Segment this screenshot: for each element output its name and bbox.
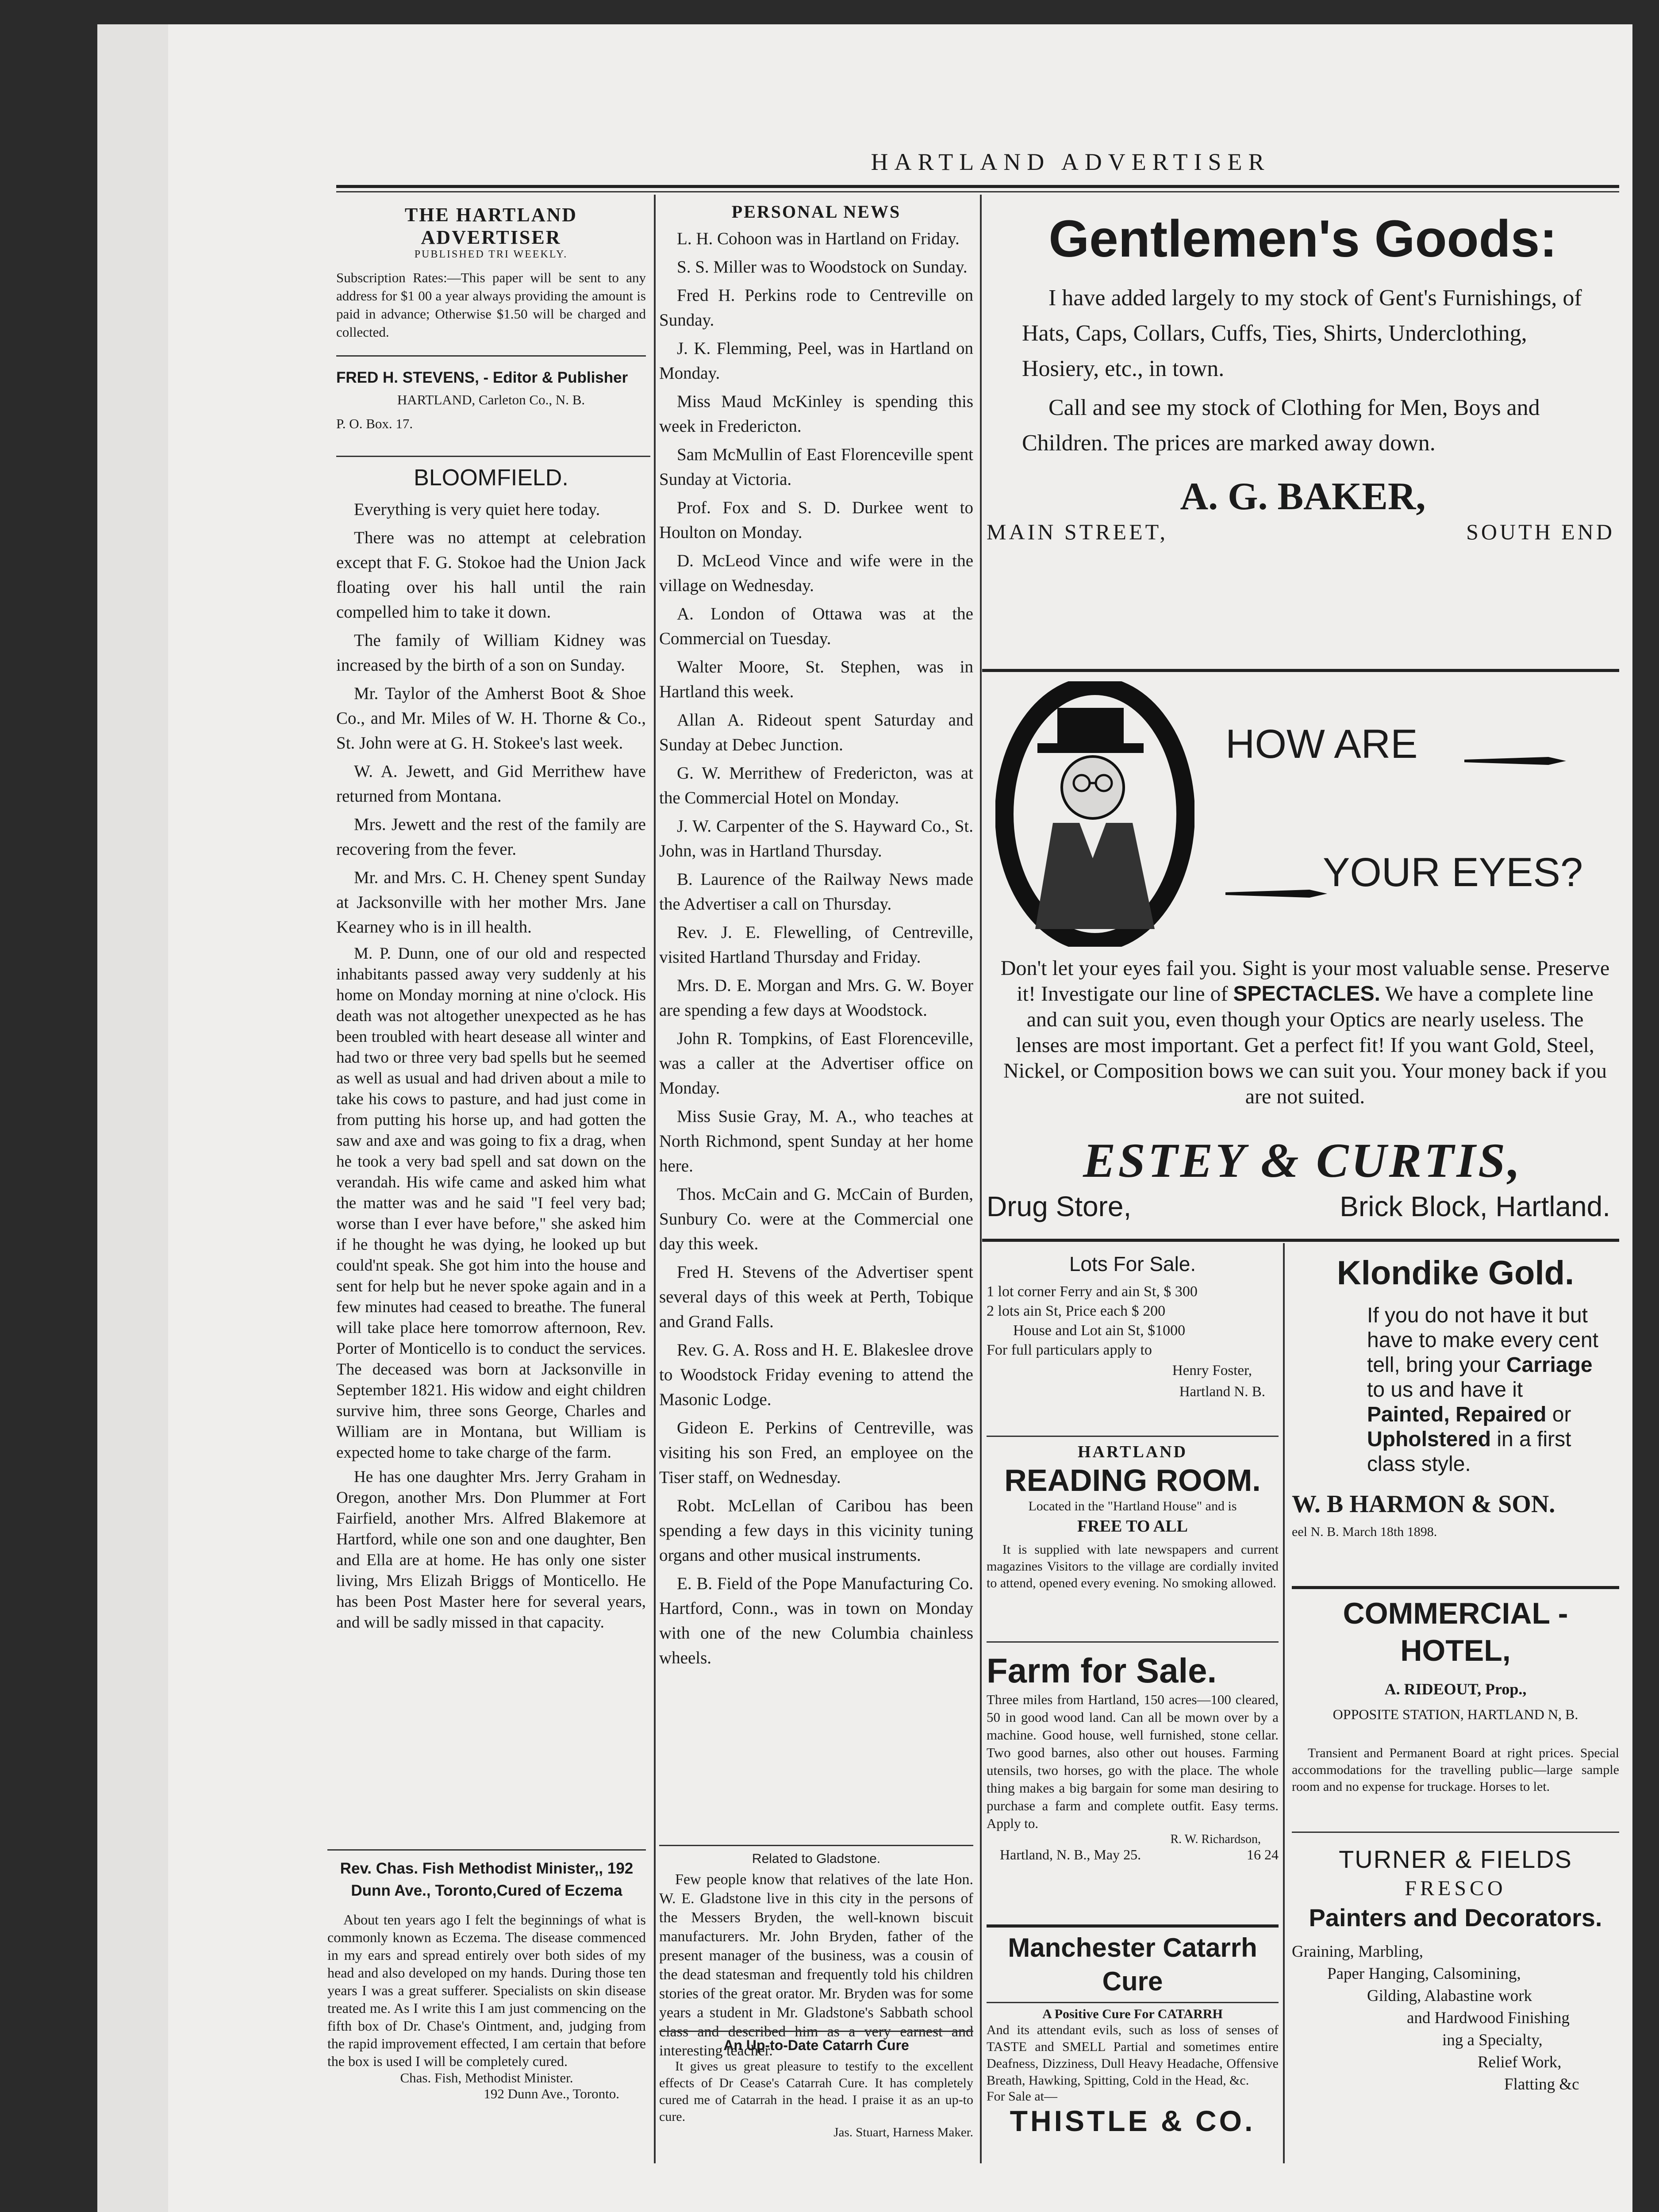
column-rule-3 xyxy=(1283,1243,1285,2163)
turner-heading: TURNER & FIELDS xyxy=(1339,1845,1572,1873)
bloomfield-paragraph: M. P. Dunn, one of our old and respected inhabitants passed away very suddenly at his home on Monday morning at nine o'clock. His death was not altogether unexpected as he has been troubled with heart desease all winter and had two or three very bad spells but he seemed as well as usual and had driven about a mile to take his cows to pasture, and had just come in from putting his horse up, and had gotten the saw and axe and was going to fix a drag, when he took a very bad spell and sat down on the verandah. His wife came and asked him what the matter was and he said "I feel very bad; worse than I ever have before," she asked him if he thought he was dying, he looked up but could'nt speak. She got him into the house and sent for help but he never spoke again and in a few minutes had ceased to breathe. The funeral will take place here tomorrow afternoon, Rev. Porter of Monticello is to conduct the services. The deceased was born at Jacksonville in September 1821. His widow and eight children survive him, three sons George, Charles and William are in Montana, but William is expected home to take charge of the farm. xyxy=(336,945,646,1462)
catarrh-body: It gives us great pleasure to testify to the excellent effects of Dr Cease's Catarrah Cure. It has completely cured me of Catarrah in the head. I praise it as an up-to cure. xyxy=(659,2059,973,2124)
subscription-rates: Subscription Rates:—This paper will be sent to any address for $1 00 a year always providing the amount is paid in advance; Otherwise $1.50 will be charged and collected. xyxy=(336,270,646,340)
eyes-body xyxy=(1000,956,1610,1110)
masthead: HARTLAND ADVERTISER xyxy=(871,149,1271,175)
spectacled-man-illustration xyxy=(995,681,1194,947)
farm-heading: Farm for Sale. xyxy=(987,1651,1217,1690)
rule xyxy=(987,2002,1279,2003)
hotel-opposite: OPPOSITE STATION, HARTLAND N, B. xyxy=(1333,1706,1578,1722)
bloomfield-paragraph: The family of William Kidney was increased by the birth of a son on Sunday. xyxy=(336,631,646,675)
personal-item: S. S. Miller was to Woodstock on Sunday. xyxy=(677,257,968,276)
rule xyxy=(659,1845,973,1846)
lots-signature: Henry Foster, xyxy=(1172,1363,1252,1379)
eyes-line-2: YOUR EYES? xyxy=(1323,850,1583,895)
publisher-box xyxy=(336,204,646,432)
column-rule-2 xyxy=(980,195,982,2163)
personal-item: Walter Moore, St. Stephen, was in Hartland this week. xyxy=(659,657,973,701)
gladstone-heading: Related to Gladstone. xyxy=(752,1851,881,1866)
manchester-sub: A Positive Cure For CATARRH xyxy=(1042,2007,1223,2021)
klondike-upholstered: Upholstered xyxy=(1367,1428,1491,1451)
klondike-body xyxy=(1367,1303,1610,1477)
lots-ad xyxy=(987,1252,1279,1402)
turner-fresco: FRESCO xyxy=(1405,1877,1506,1900)
lots-heading: Lots For Sale. xyxy=(1069,1252,1196,1275)
arrow-right-icon xyxy=(1464,754,1566,768)
reading-location: Located in the "Hartland House" and is xyxy=(1028,1499,1237,1513)
manchester-sale: For Sale at— xyxy=(987,2089,1057,2104)
farm-footer xyxy=(987,1847,1279,1866)
turner-line: and Hardwood Finishing xyxy=(1407,2009,1570,2027)
eczema-article xyxy=(327,1849,646,2102)
farm-ad xyxy=(987,1650,1279,1866)
bloomfield-paragraph: W. A. Jewett, and Gid Merrithew have returned from Montana. xyxy=(336,762,646,806)
personal-item: Fred H. Stevens of the Advertiser spent several days of this week at Perth, Tobique and Grand Falls. xyxy=(659,1263,973,1331)
bloomfield-paragraph: Everything is very quiet here today. xyxy=(354,500,600,519)
rule xyxy=(659,2031,973,2032)
turner-ad xyxy=(1292,1845,1619,2096)
personal-item: J. W. Carpenter of the S. Hayward Co., St. John, was in Hartland Thursday. xyxy=(659,817,973,860)
rule xyxy=(336,355,646,357)
eczema-address: 192 Dunn Ave., Toronto. xyxy=(484,2086,619,2101)
gladstone-article xyxy=(659,1845,973,2060)
bloomfield-heading: BLOOMFIELD. xyxy=(414,465,568,491)
personal-item: Miss Maud McKinley is spending this week in Fredericton. xyxy=(659,392,973,436)
reading-top: HARTLAND xyxy=(1077,1443,1188,1461)
eyes-body-b: We have a complete line and can suit you, even though your Optics are nearly useless. The lenses are most important. Get a perfect fit! If you want Gold, Steel, Nickel, or Composition bows we can suit you. Your money back if you are not suited. xyxy=(1003,982,1607,1108)
gents-goods-ad xyxy=(987,208,1619,545)
eczema-body: About ten years ago I felt the beginnings of what is commonly known as Eczema. The disease commenced in my ears and spread entirely over both sides of my head and also developed on my hands. During those ten years I was a great sufferer. Specialists on skin disease treated me. As I write this I am just commencing on the fifth box of Dr. Chase's Ointment, and, judging from the rapid improvement effected, I am certain that before the box is used I will be completely cured. xyxy=(327,1912,646,2069)
klondike-rule xyxy=(1292,1586,1619,1589)
personal-item: D. McLeod Vince and wife were in the village on Wednesday. xyxy=(659,551,973,595)
personal-item: L. H. Cohoon was in Hartland on Friday. xyxy=(677,229,960,248)
reading-free: FREE TO ALL xyxy=(1077,1517,1188,1536)
personal-item: Thos. McCain and G. McCain of Burden, Sunbury Co. were at the Commercial one day this week. xyxy=(659,1185,973,1253)
column-rule-1 xyxy=(654,195,656,2163)
farm-signature: R. W. Richardson, xyxy=(1170,1832,1261,1846)
bloomfield-article xyxy=(336,465,646,1636)
personal-item: Allan A. Rideout spent Saturday and Sunday at Debec Junction. xyxy=(659,710,973,754)
masthead-rule-thin xyxy=(336,191,1619,192)
bloomfield-paragraph: Mr. Taylor of the Amherst Boot & Shoe Co., and Mr. Miles of W. H. Thorne & Co., St. John were at G. H. Stokee's last week. xyxy=(336,684,646,753)
eczema-signature: Chas. Fish, Methodist Minister. xyxy=(400,2070,573,2085)
estey-curtis: ESTEY & CURTIS, xyxy=(1083,1133,1523,1187)
hotel-heading: COMMERCIAL - HOTEL, xyxy=(1343,1597,1568,1667)
klondike-heading: Klondike Gold. xyxy=(1336,1254,1575,1292)
publisher-subtitle: PUBLISHED TRI WEEKLY. xyxy=(414,249,568,260)
hotel-rule xyxy=(1292,1832,1619,1833)
personal-item: Fred H. Perkins rode to Centreville on Sunday. xyxy=(659,286,973,330)
personal-item: Mrs. D. E. Morgan and Mrs. G. W. Boyer are spending a few days at Woodstock. xyxy=(659,976,973,1020)
catarrh-signature: Jas. Stuart, Harness Maker. xyxy=(833,2125,973,2139)
farm-rule xyxy=(987,1924,1279,1928)
personal-item: Rev. J. E. Flewelling, of Centreville, visited Hartland Thursday and Friday. xyxy=(659,923,973,967)
thistle-co: THISTLE & CO. xyxy=(1010,2104,1256,2137)
personal-item: A. London of Ottawa was at the Commercial on Tuesday. xyxy=(659,604,973,648)
hotel-ad xyxy=(1292,1595,1619,1795)
lots-rule xyxy=(987,1436,1279,1437)
rule-publisher-bottom xyxy=(336,456,650,457)
turner-line: ing a Specialty, xyxy=(1442,2031,1543,2049)
personal-item: B. Laurence of the Railway News made the Advertiser a call on Thursday. xyxy=(659,870,973,914)
manchester-body: And its attendant evils, such as loss of senses of TASTE and SMELL Partial and sometimes entire Deafness, Dizziness, Dull Heavy Headache, Offensive Breath, Hawking, Spitting, Cold in the Head, &c. xyxy=(987,2023,1279,2088)
turner-line: Gilding, Alabastine work xyxy=(1367,1987,1532,2005)
lots-line: For full particulars apply to xyxy=(987,1342,1152,1358)
turner-line: Flatting &c xyxy=(1504,2075,1579,2093)
publisher-address: HARTLAND, Carleton Co., N. B. xyxy=(397,392,585,407)
catarrh-article xyxy=(659,2031,973,2140)
hotel-body: Transient and Permanent Board at right prices. Special accommodations for the travelling public—large sample room and no expense for truckage. Horses to let. xyxy=(1292,1746,1619,1794)
gladstone-body: Few people know that relatives of the late Hon. W. E. Gladstone live in this city in the persons of the Messers Bryden, the well-known biscuit manufacturers. Mr. John Bryden, father of the present manager of the business, was a cousin of the dead statesman and frequently told his children stories of the great orator. Mr. Bryden was for some years a student in Mr. Gladstone's Sabbath school class and described him as a very earnest and interesting teacher. xyxy=(659,1871,973,2059)
personal-item: Sam McMullin of East Florenceville spent Sunday at Victoria. xyxy=(659,445,973,489)
arrow-right-icon xyxy=(1225,887,1327,900)
personal-item: John R. Tompkins, of East Florenceville, was a caller at the Advertiser office on Monday. xyxy=(659,1029,973,1098)
catarrh-heading: An Up-to-Date Catarrh Cure xyxy=(723,2037,909,2053)
bloomfield-paragraph: He has one daughter Mrs. Jerry Graham in Oregon, another Mrs. Don Plummer at Fort Fairfield, another Mrs. Alfred Blakemore at Hartford, while one son and one daughter, Ben and Ella are at home. He has only one sister living, Mrs Elizah Briggs of Monticello. He has been Post Master here for several years, and will be sadly missed in that capacity. xyxy=(336,1468,646,1632)
personal-heading: PERSONAL NEWS xyxy=(731,202,901,222)
gents-address-row xyxy=(987,519,1619,545)
turner-line: Relief Work, xyxy=(1478,2053,1562,2071)
klondike-ad xyxy=(1292,1252,1619,1540)
turner-painters: Painters and Decorators. xyxy=(1309,1904,1602,1932)
klondike-text-d: in a first class style. xyxy=(1367,1428,1571,1476)
eyes-spectacles: SPECTACLES. xyxy=(1233,982,1380,1006)
personal-item: J. K. Flemming, Peel, was in Hartland on Monday. xyxy=(659,339,973,383)
lots-line: 2 lots ain St, Price each $ 200 xyxy=(987,1303,1166,1319)
personal-item: Prof. Fox and S. D. Durkee went to Houlton on Monday. xyxy=(659,498,973,542)
gents-street: MAIN STREET, xyxy=(987,519,1168,544)
publisher-title: THE HARTLAND ADVERTISER xyxy=(404,204,578,248)
klondike-text-b: to us and have it xyxy=(1367,1378,1523,1402)
eyes-bottom-rule xyxy=(982,1239,1619,1242)
harmon-date: eel N. B. March 18th 1898. xyxy=(1292,1525,1437,1539)
reading-room-ad xyxy=(987,1442,1279,1592)
personal-item: Gideon E. Perkins of Centreville, was visiting his son Fred, an employee on the Tiser staff, on Wednesday. xyxy=(659,1418,973,1487)
reading-body: It is supplied with late newspapers and current magazines Visitors to the village are cordially invited to attend, opened every evening. No smoking allowed. xyxy=(987,1542,1279,1590)
gents-text-2: Call and see my stock of Clothing for Men, Boys and Children. The prices are marked away down. xyxy=(1022,395,1540,456)
klondike-text-a: If you do not have it but have to make every cent tell, bring your xyxy=(1367,1304,1598,1377)
bloomfield-paragraph: There was no attempt at celebration except that F. G. Stokoe had the Union Jack floating over his hall until the rain compelled him to take it down. xyxy=(336,528,646,622)
pobox: P. O. Box. 17. xyxy=(336,416,413,431)
bloomfield-paragraph: Mrs. Jewett and the rest of the family are recovering from the fever. xyxy=(336,815,646,859)
manchester-heading: Manchester Catarrh Cure xyxy=(1008,1933,1257,1996)
personal-item: Miss Susie Gray, M. A., who teaches at North Richmond, spent Sunday at her home here. xyxy=(659,1107,973,1175)
eyes-body-a: Don't let your eyes fail you. Sight is your most valuable sense. Preserve it! Investigate our line of xyxy=(1000,956,1610,1006)
eyes-line-1: HOW ARE xyxy=(1225,722,1418,767)
klondike-painted: Painted, Repaired xyxy=(1367,1403,1547,1426)
klondike-text-c: or xyxy=(1552,1403,1571,1426)
reading-rule xyxy=(987,1641,1279,1643)
eczema-heading: Rev. Chas. Fish Methodist Minister,, 192 Dunn Ave., Toronto,Cured of Eczema xyxy=(340,1860,634,1899)
turner-line: Graining, Marbling, xyxy=(1292,1943,1423,1961)
gents-text-1: I have added largely to my stock of Gent's Furnishings, of Hats, Caps, Collars, Cuffs, Ties, Shirts, Underclothing, Hosiery, etc., in town. xyxy=(1022,285,1582,381)
gents-bottom-rule xyxy=(982,669,1619,672)
lots-signature-place: Hartland N. B. xyxy=(1179,1384,1265,1400)
farm-date: Hartland, N. B., May 25. xyxy=(1000,1847,1141,1863)
personal-item: E. B. Field of the Pope Manufacturing Co. Hartford, Conn., was in town on Monday with one of the new Columbia chainless wheels. xyxy=(659,1574,973,1667)
klondike-carriage: Carriage xyxy=(1506,1353,1593,1377)
manchester-ad xyxy=(987,1931,1279,2138)
reading-heading: READING ROOM. xyxy=(1004,1463,1261,1498)
lots-line: 1 lot corner Ferry and ain St, $ 300 xyxy=(987,1283,1198,1300)
drug-store: Drug Store, xyxy=(987,1190,1132,1222)
farm-code: 16 24 xyxy=(1247,1847,1279,1863)
turner-line: Paper Hanging, Calsomining, xyxy=(1327,1965,1521,1983)
hotel-proprietor: A. RIDEOUT, Prop., xyxy=(1384,1680,1527,1698)
gents-name: A. G. BAKER, xyxy=(1180,475,1426,518)
gents-heading: Gentlemen's Goods: xyxy=(1048,210,1557,268)
personal-news xyxy=(659,201,973,1674)
personal-item: G. W. Merrithew of Fredericton, was at the Commercial Hotel on Monday. xyxy=(659,764,973,807)
page-gutter-shadow xyxy=(97,24,168,2212)
bloomfield-paragraph: Mr. and Mrs. C. H. Cheney spent Sunday at Jacksonville with her mother Mrs. Jane Kearney who is in ill health. xyxy=(336,868,646,937)
harmon-firm: W. B HARMON & SON. xyxy=(1292,1490,1555,1518)
lots-line: House and Lot ain St, $1000 xyxy=(1013,1322,1186,1339)
gents-end: SOUTH END xyxy=(1466,519,1615,544)
farm-body: Three miles from Hartland, 150 acres—100 cleared, 50 in good wood land. Can all be mown over by a machine. Good house, well furnished, stone cellar. Two good barnes, also other out houses. Farming utensils, two horses, go with the place. The whole thing makes a big bargain for some man desiring to purchase a farm and complete outfit. Easy terms. Apply to. xyxy=(987,1692,1279,1831)
personal-item: Rev. G. A. Ross and H. E. Blakeslee drove to Woodstock Friday evening to attend the Masonic Lodge. xyxy=(659,1340,973,1409)
editor-line: FRED H. STEVENS, - Editor & Publisher xyxy=(336,369,628,386)
masthead-rule xyxy=(336,185,1619,188)
rule xyxy=(327,1849,646,1851)
brick-block: Brick Block, Hartland. xyxy=(1340,1190,1610,1222)
personal-item: Robt. McLellan of Caribou has been spending a few days in this vicinity tuning organs and other musical instruments. xyxy=(659,1496,973,1565)
